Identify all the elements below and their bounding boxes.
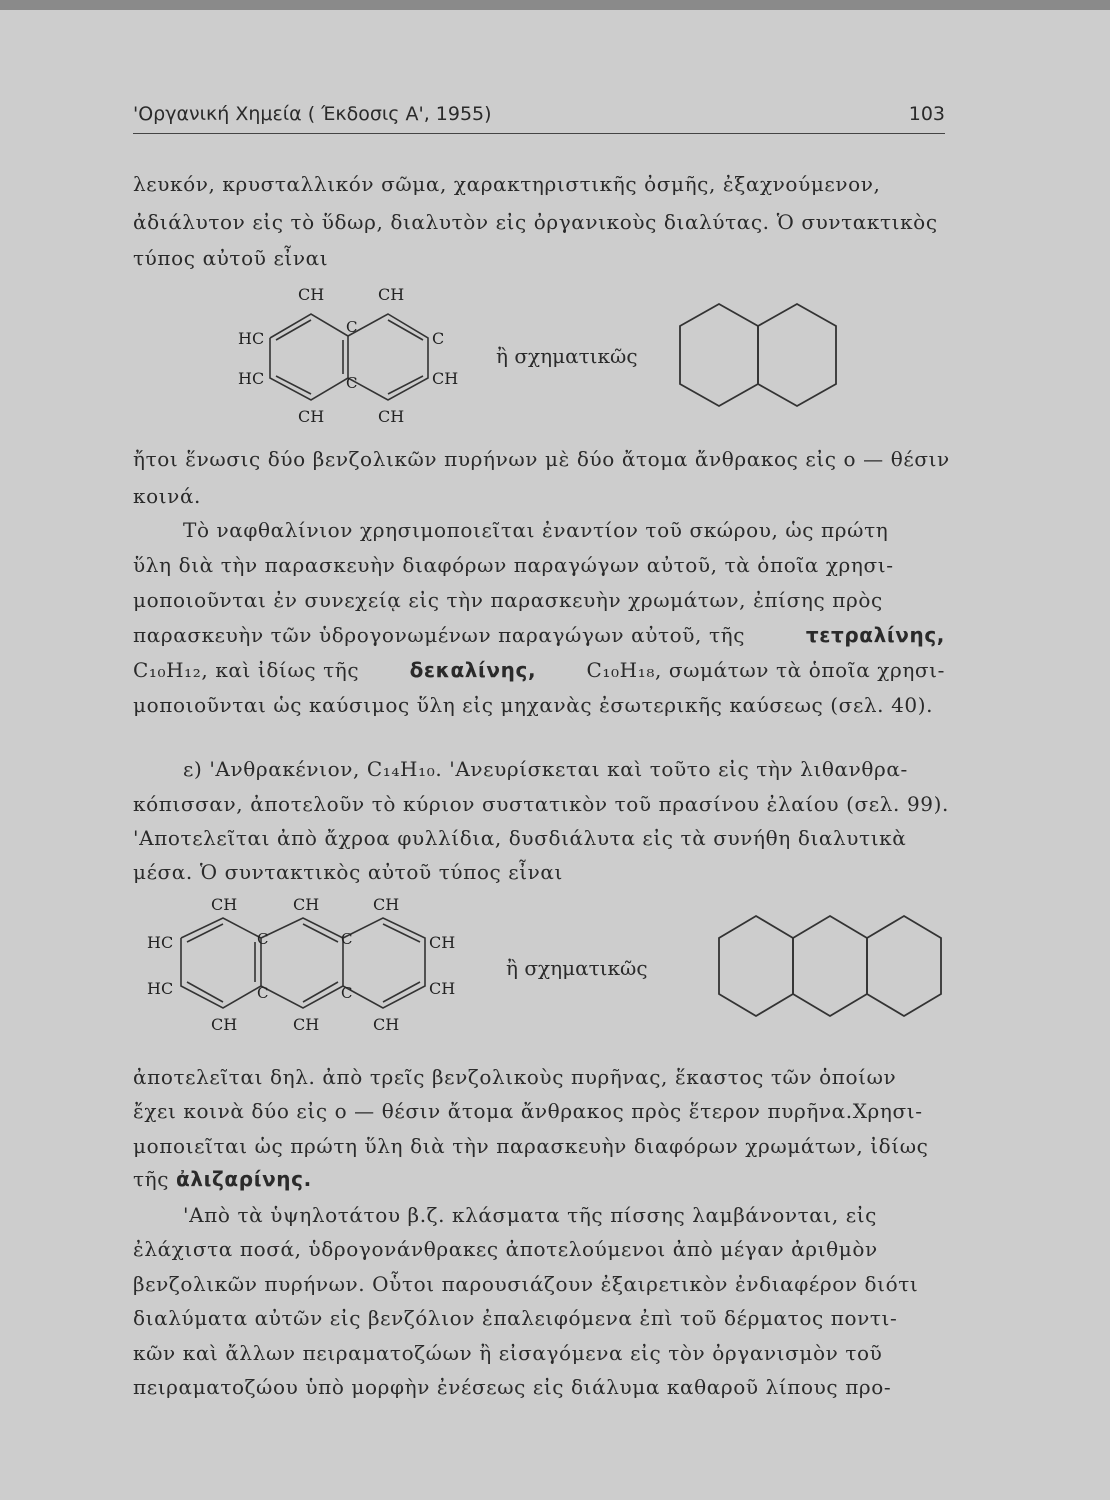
text-line: τῆς ἀλιζαρίνης. [133,1167,312,1191]
text-line: μοποιοῦνται ἐν συνεχείᾳ εἰς τὴν παρασκευὴν χρωμάτων, ἐπίσης πρὸς [133,588,883,612]
text-line: κοινά. [133,484,202,508]
text-line: μοποιοῦνται ὡς καύσιμος ὕλη εἰς μηχανὰς ἐσωτερικῆς καύσεως (σελ. 40). [133,693,934,717]
atom-label: C [257,984,269,1002]
scan-edge [0,0,1110,10]
text-line: ἔχει κοινὰ δύο εἰς ο — θέσιν ἄτομα ἄνθρακος πρὸς ἕτερον πυρῆνα.Χρησι- [133,1099,923,1123]
text-line: 'Απὸ τὰ ὑψηλοτάτου β.ζ. κλάσματα τῆς πίσσης λαμβάνονται, εἰς [183,1203,877,1227]
atom-label: HC [147,979,174,998]
anthracene-structural-formula [143,892,473,1042]
text-line: ἀδιάλυτον εἰς τὸ ὕδωρ, διαλυτὸν εἰς ὀργανικοὺς διαλύτας. Ὁ συντακτικὸς [133,210,938,234]
schematic-label: ἢ σχηματικῶς [506,956,648,980]
running-title: 'Οργανική Χημεία ( Έκδοσις Α', 1955) [133,103,492,125]
text-line: κῶν καὶ ἄλλων πειραματοζώων ἢ εἰσαγόμενα εἰς τὸν ὀργανισμὸν τοῦ [133,1341,883,1365]
text-line: Τὸ ναφθαλίνιον χρησιμοποιεῖται ἐναντίον τοῦ σκώρου, ὡς πρώτη [183,518,889,542]
text-line: 'Αποτελεῖται ἀπὸ ἄχροα φυλλίδια, δυσδιάλυτα εἰς τὰ συνήθη διαλυτικὰ [133,826,907,850]
text-line: ἤτοι ἕνωσις δύο βενζολικῶν πυρήνων μὲ δύο ἄτομα ἄνθρακος εἰς ο — θέσιν [133,447,950,471]
running-header [133,103,945,134]
atom-label: CH [293,895,320,914]
text-line: ἐλάχιστα ποσά, ὑδρογονάνθρακες ἀποτελούμενοι ἀπὸ μέγαν ἀριθμὸν [133,1237,878,1261]
atom-label: CH [429,979,456,998]
atom-label: CH [432,369,459,388]
bold-term: δεκαλίνης, [409,658,537,682]
naphthalene-structural-formula [228,280,488,430]
atom-label: CH [211,895,238,914]
atom-label: C [341,930,353,948]
text-line: παρασκευὴν τῶν ὑδρογονωμένων παραγώγων αὐτοῦ, τῆς τετραλίνης, [133,623,945,647]
text-line: C₁₀H₁₂, καὶ ἰδίως τῆς δεκαλίνης, C₁₀H₁₈, σωμάτων τὰ ὁποῖα χρησι- [133,658,945,682]
atom-label: CH [378,285,405,304]
text-line: μοποιεῖται ὡς πρώτη ὕλη διὰ τὴν παρασκευὴν διαφόρων χρωμάτων, ἰδίως [133,1134,929,1158]
atom-label: CH [373,895,400,914]
atom-label: CH [373,1015,400,1034]
bold-term: ἀλιζαρίνης. [176,1167,312,1191]
bold-term: τετραλίνης, [805,623,945,647]
schematic-label: ἢ σχηματικῶς [496,344,638,368]
text-line: ε) 'Ανθρακένιον, C₁₄H₁₀. 'Ανευρίσκεται καὶ τοῦτο εἰς τὴν λιθανθρα- [183,757,908,781]
atom-label: CH [298,407,325,426]
text-line: διαλύματα αὐτῶν εἰς βενζόλιον ἐπαλειφόμενα ἐπὶ τοῦ δέρματος ποντι- [133,1306,898,1330]
text-line: ἀποτελεῖται δηλ. ἀπὸ τρεῖς βενζολικοὺς πυρῆνας, ἕκαστος τῶν ὁποίων [133,1065,897,1089]
atom-label: C [257,930,269,948]
atom-label: CH [429,933,456,952]
atom-label: C [346,318,358,336]
page-number: 103 [908,103,945,125]
atom-label: HC [147,933,174,952]
atom-label: CH [293,1015,320,1034]
naphthalene-schematic [676,298,848,414]
text-line: μέσα. Ὁ συντακτικὸς αὐτοῦ τύπος εἶναι [133,860,563,884]
atom-label: CH [298,285,325,304]
text-line: πειραματοζώου ὑπὸ μορφὴν ἐνέσεως εἰς διάλυμα καθαροῦ λίπους προ- [133,1375,892,1399]
atom-label: CH [211,1015,238,1034]
text-line: ὕλη διὰ τὴν παρασκευὴν διαφόρων παραγώγων αὐτοῦ, τὰ ὁποῖα χρησι- [133,553,894,577]
anthracene-schematic [714,912,954,1024]
atom-label: HC [238,329,265,348]
atom-label: C [432,329,445,348]
text-line: βενζολικῶν πυρήνων. Οὗτοι παρουσιάζουν ἐξαιρετικὸν ἐνδιαφέρον διότι [133,1272,919,1296]
atom-label: HC [238,369,265,388]
text-line: κόπισσαν, ἀποτελοῦν τὸ κύριον συστατικὸν τοῦ πρασίνου ἐλαίου (σελ. 99). [133,792,949,816]
text-line: τύπος αὐτοῦ εἶναι [133,246,329,270]
atom-label: C [346,374,358,392]
atom-label: CH [378,407,405,426]
text-line: λευκόν, κρυσταλλικόν σῶμα, χαρακτηριστικῆς ὀσμῆς, ἐξαχνούμενον, [133,172,881,196]
atom-label: C [341,984,353,1002]
